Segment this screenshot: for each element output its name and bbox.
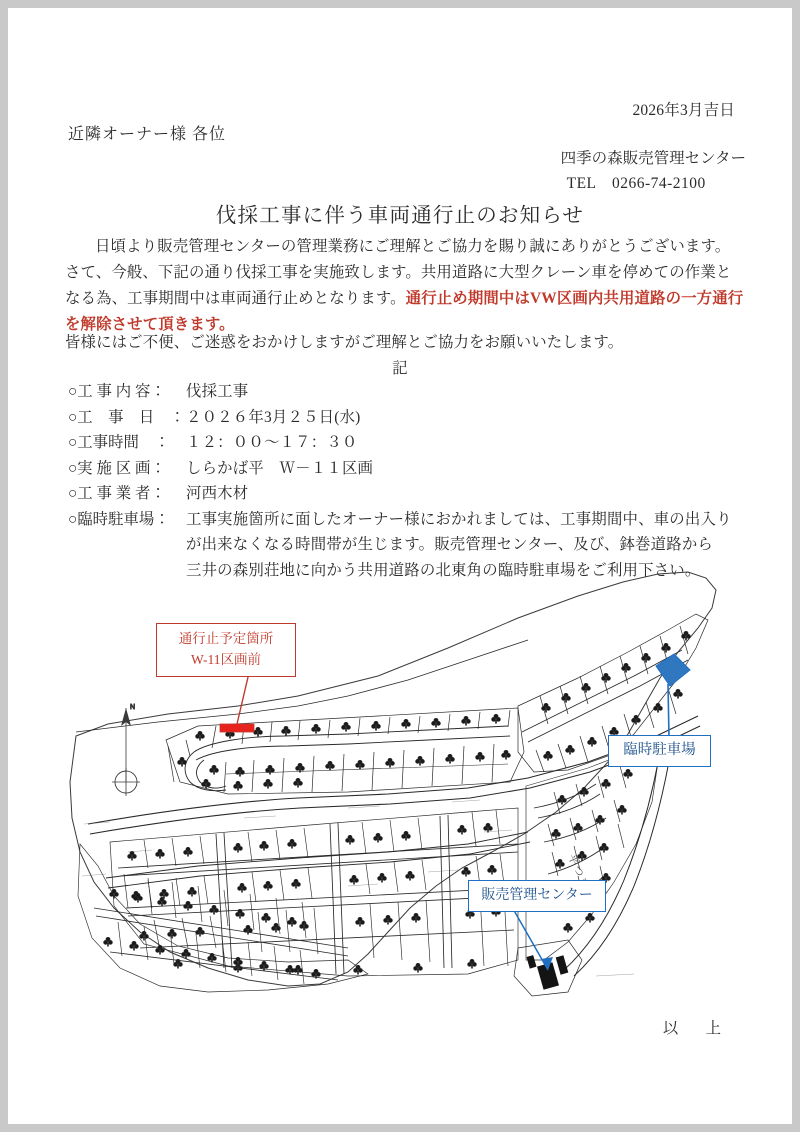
site-plat-map <box>48 556 748 1006</box>
detail-value-line: １２：００～１７：３０ <box>186 434 358 451</box>
detail-value-line: 工事実施箇所に面したオーナー様におかれましては、工事期間中、車の出入り <box>186 510 732 528</box>
details-list <box>68 379 758 583</box>
detail-row <box>68 430 758 456</box>
notice-paragraph-1 <box>65 234 745 338</box>
sender-name: 四季の森販売管理センター <box>560 150 746 167</box>
detail-label: ○工事時間 ： <box>68 434 170 451</box>
detail-label: ○工 事 業 者： <box>68 485 166 502</box>
callout-temporary-parking: 臨時駐車場 <box>608 735 711 767</box>
detail-value <box>186 379 758 405</box>
detail-label: ○臨時駐車場： <box>68 510 170 528</box>
detail-label: ○実 施 区 画： <box>68 459 166 477</box>
detail-label: ○工 事 内 容： <box>68 383 166 400</box>
detail-value <box>186 405 758 431</box>
notice-paragraph-1-plain: 日頃より販売管理センターの管理業務にご理解とご協力を賜り誠にありがとうございます。さて、今般、下記の通り伐採工事を実施致します。共用道路に大型クレーン車を停めての作業となる為、工事期間中は車両通行止めとなります。 <box>65 238 732 307</box>
letter-addressee: 近隣オーナー様 各位 <box>68 126 227 143</box>
callout-closure-line1: 通行止予定箇所 <box>178 631 274 646</box>
compass-north-label: N <box>130 704 136 711</box>
detail-row <box>68 379 758 405</box>
callout-closure-location <box>156 623 296 677</box>
parking-marker-group <box>656 654 690 738</box>
plat-map-drawing <box>48 556 748 1006</box>
callout-closure-line2: W-11区画前 <box>191 652 261 667</box>
letter-date: 2026年3月吉日 <box>632 102 735 119</box>
document-page <box>8 8 792 1124</box>
detail-value <box>186 481 758 507</box>
detail-value <box>186 456 758 482</box>
closure-red-marker <box>220 724 254 732</box>
callout-sales-management-center: 販売管理センター <box>468 880 606 912</box>
letter-sender <box>561 146 746 196</box>
notice-paragraph-1-highlight: 通行止め期間中はVW区画内共用道路の一方通行を解除させて頂きます。 <box>65 290 744 333</box>
detail-value-line: 伐採工事 <box>186 383 249 400</box>
parking-leader-line <box>668 684 669 738</box>
compass-rose <box>112 704 140 796</box>
detail-label: ○工 事 日 ： <box>68 408 186 426</box>
detail-row <box>68 456 758 482</box>
detail-value-line: 三井の森別荘地に向かう共用道路の北東角の臨時駐車場をご利用下さい。 <box>186 561 701 579</box>
sender-telephone: TEL 0266-74-2100 <box>566 175 706 192</box>
ki-marker: 記 <box>392 360 408 377</box>
notice-paragraph-2: 皆様にはご不便、ご迷惑をおかけしますがご理解とご協力をお願いいたします。 <box>65 334 624 351</box>
detail-value-line: しらかば平 Ｗ－１１区画 <box>186 459 374 477</box>
letter-closing: 以 上 <box>662 1020 727 1037</box>
detail-value-line: ２０２６年3月２５日(水) <box>186 408 361 426</box>
detail-value-line: が出来なくなる時間帯が生じます。販売管理センター、及び、鉢巻道路から <box>186 536 714 553</box>
detail-row <box>68 481 758 507</box>
page-title: 伐採工事に伴う車両通行止のお知らせ <box>215 205 585 227</box>
detail-value-line: 河西木材 <box>186 485 249 502</box>
detail-row <box>68 405 758 431</box>
detail-value <box>186 430 758 456</box>
parking-diamond-marker <box>656 654 690 686</box>
